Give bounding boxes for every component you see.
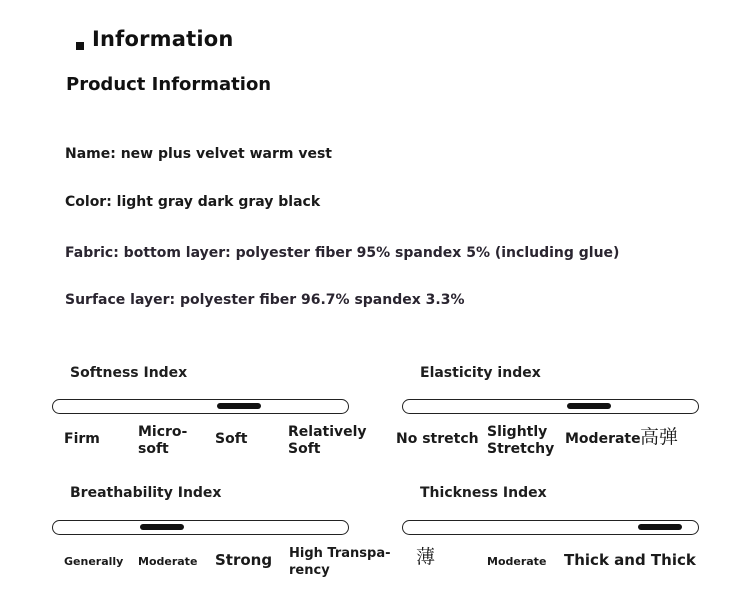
thickness-index-track: [402, 520, 699, 535]
section-bullet-icon: [76, 42, 84, 50]
softness-label-micro-soft: Micro- soft: [138, 424, 188, 457]
elasticity-label-slightly-stretchy: Slightly Stretchy: [487, 424, 555, 457]
info-fabric: Fabric: bottom layer: polyester fiber 95% spandex 5% (including glue): [65, 245, 620, 261]
breathability-label-high-transparency: High Transpa- rency: [289, 546, 391, 578]
thickness-label-thick-and-thick: Thick and Thick: [564, 551, 696, 569]
breathability-index-title: Breathability Index: [70, 485, 222, 501]
elasticity-index-title: Elasticity index: [420, 365, 541, 381]
elasticity-label-high-elastic: 高弹: [640, 426, 679, 448]
thickness-index-title: Thickness Index: [420, 485, 547, 501]
elasticity-label-no-stretch: No stretch: [396, 431, 479, 447]
breathability-index-track: [52, 520, 349, 535]
softness-label-soft: Soft: [215, 431, 248, 447]
breathability-label-moderate: Moderate: [138, 555, 198, 568]
breathability-index-indicator: [140, 524, 184, 530]
info-name: Name: new plus velvet warm vest: [65, 146, 332, 162]
softness-label-relatively-soft: Relatively Soft: [288, 424, 367, 457]
softness-label-firm: Firm: [64, 431, 100, 447]
softness-index-track: [52, 399, 349, 414]
thickness-index-indicator: [638, 524, 682, 530]
thickness-label-thin: 薄: [416, 546, 436, 568]
info-color: Color: light gray dark gray black: [65, 194, 321, 210]
thickness-label-moderate: Moderate: [487, 555, 547, 568]
elasticity-index-track: [402, 399, 699, 414]
section-title: Information: [92, 27, 234, 51]
elasticity-index-indicator: [567, 403, 611, 409]
softness-index-title: Softness Index: [70, 365, 188, 381]
elasticity-label-moderate: Moderate: [565, 431, 641, 447]
info-surface: Surface layer: polyester fiber 96.7% spandex 3.3%: [65, 292, 465, 308]
breathability-label-strong: Strong: [215, 551, 273, 569]
breathability-label-generally: Generally: [64, 555, 124, 568]
product-info-title: Product Information: [66, 74, 272, 95]
softness-index-indicator: [217, 403, 261, 409]
